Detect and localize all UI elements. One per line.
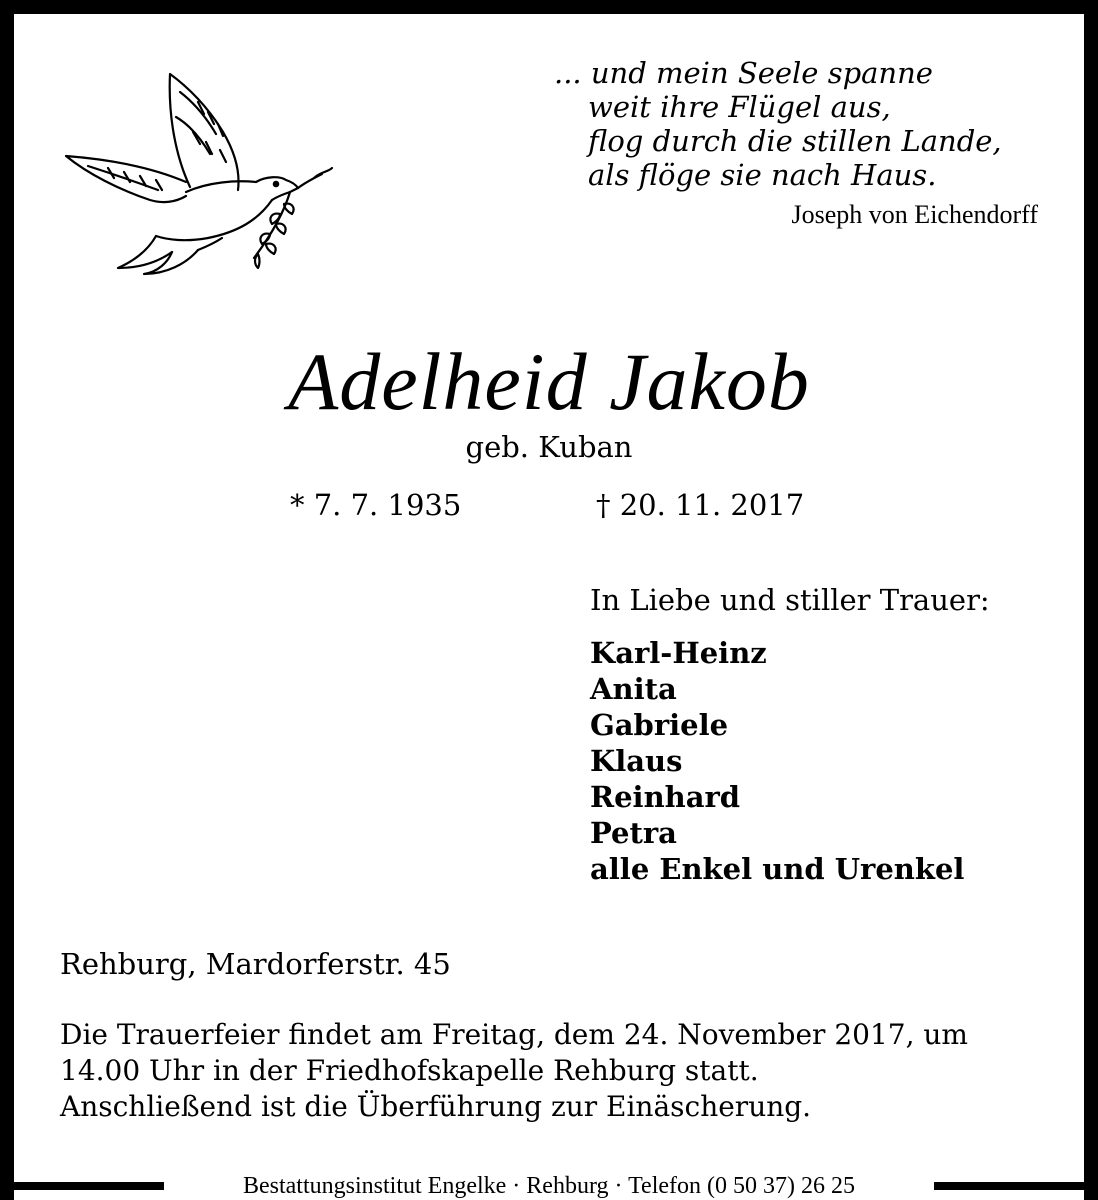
poem-line: als flöge sie nach Haus. bbox=[588, 158, 937, 192]
funeral-home-footer bbox=[0, 1172, 1098, 1200]
mourner-name: Klaus bbox=[590, 744, 683, 778]
service-line: 14.00 Uhr in der Friedhofskapelle Rehburg statt. bbox=[60, 1054, 759, 1087]
service-line: Die Trauerfeier findet am Freitag, dem 24. November 2017, um bbox=[60, 1018, 968, 1051]
mourner-name: alle Enkel und Urenkel bbox=[590, 852, 965, 886]
death-date: † 20. 11. 2017 bbox=[596, 488, 805, 522]
poem-author: Joseph von Eichendorff bbox=[791, 200, 1038, 229]
mourner-name: Karl-Heinz bbox=[590, 636, 767, 670]
service-info bbox=[60, 1017, 1060, 1125]
dove-with-branch-icon bbox=[58, 62, 338, 277]
mourner-name: Petra bbox=[590, 816, 677, 850]
birth-date: * 7. 7. 1935 bbox=[290, 488, 462, 522]
mourners-list bbox=[590, 635, 964, 887]
maiden-name: geb. Kuban bbox=[465, 430, 633, 464]
deceased-name: Adelheid Jakob bbox=[288, 336, 810, 427]
mourner-name: Gabriele bbox=[590, 708, 729, 742]
footer-text: Bestattungsinstitut Engelke · Rehburg · Telefon (0 50 37) 26 25 bbox=[233, 1173, 865, 1199]
poem-line: weit ihre Flügel aus, bbox=[588, 90, 891, 124]
poem-quote bbox=[540, 56, 1040, 192]
poem-line: flog durch die stillen Lande, bbox=[588, 124, 1002, 158]
footer-text-wrap bbox=[0, 1172, 1098, 1200]
poem-line: ... und mein Seele spanne bbox=[554, 56, 933, 90]
mourner-name: Reinhard bbox=[590, 780, 741, 814]
mourner-name: Anita bbox=[590, 672, 677, 706]
family-address: Rehburg, Mardorferstr. 45 bbox=[60, 947, 451, 981]
mourners-intro: In Liebe und stiller Trauer: bbox=[590, 583, 990, 617]
service-line: Anschließend ist die Überführung zur Einäscherung. bbox=[60, 1090, 812, 1123]
